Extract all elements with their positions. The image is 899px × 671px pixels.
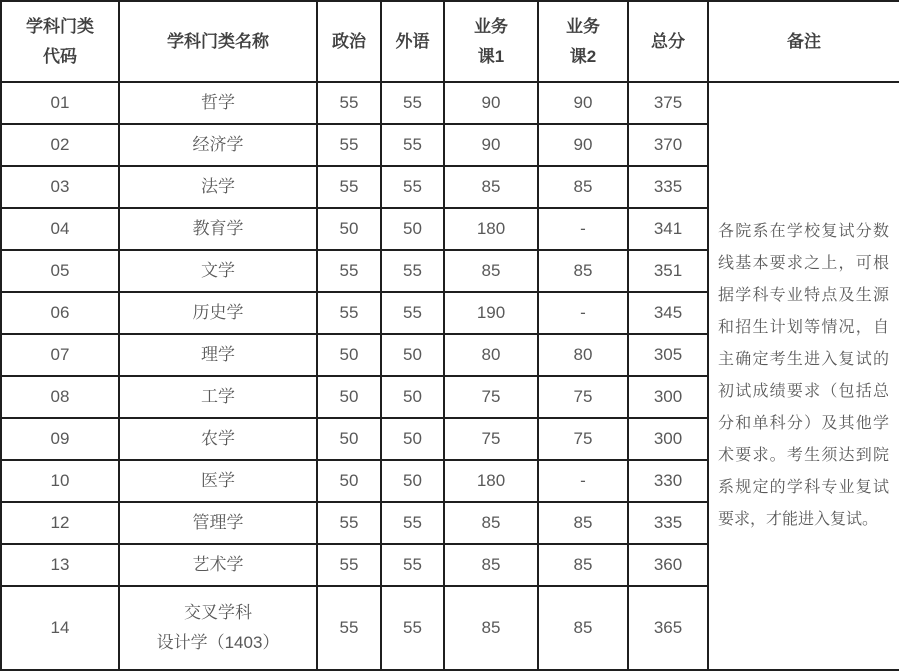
- politics-cell: 55: [317, 586, 381, 670]
- code-cell: 07: [1, 334, 119, 376]
- subject-name-cell: [119, 82, 317, 124]
- total-cell: 365: [628, 586, 708, 670]
- subject-name-cell: [119, 334, 317, 376]
- subject-name-line: 法学: [201, 177, 235, 196]
- code-cell: 01: [1, 82, 119, 124]
- total-cell: 375: [628, 82, 708, 124]
- header-row: [1, 1, 899, 82]
- subject-name-cell: [119, 544, 317, 586]
- course2-cell: -: [538, 208, 628, 250]
- course1-cell: 75: [444, 376, 538, 418]
- subject-name-cell: [119, 124, 317, 166]
- course2-cell: 75: [538, 418, 628, 460]
- subject-name-cell: [119, 166, 317, 208]
- course2-cell: 85: [538, 544, 628, 586]
- code-cell: 10: [1, 460, 119, 502]
- remark-cell: 各院系在学校复试分数线基本要求之上，可根据学科专业特点及生源和招生计划等情况，自主确定考生进入复试的初试成绩要求（包括总分和单科分）及其他学术要求。考生须达到院系规定的学科专业复试要求，才能进入复试。: [708, 82, 899, 670]
- code-cell: 12: [1, 502, 119, 544]
- total-cell: 360: [628, 544, 708, 586]
- header-line: 学科门类名称: [167, 31, 269, 51]
- header-remark: [708, 1, 899, 82]
- total-cell: 335: [628, 502, 708, 544]
- course1-cell: 180: [444, 208, 538, 250]
- header-course1: [444, 1, 538, 82]
- total-cell: 351: [628, 250, 708, 292]
- table-header: [1, 1, 899, 82]
- total-cell: 330: [628, 460, 708, 502]
- politics-cell: 50: [317, 418, 381, 460]
- course2-cell: 75: [538, 376, 628, 418]
- course1-cell: 90: [444, 82, 538, 124]
- header-line: 代码: [43, 46, 77, 66]
- politics-cell: 55: [317, 250, 381, 292]
- code-cell: 09: [1, 418, 119, 460]
- code-cell: 06: [1, 292, 119, 334]
- subject-name-line: 交叉学科: [184, 603, 252, 622]
- subject-name-line: 哲学: [201, 93, 235, 112]
- subject-name-line: 经济学: [192, 135, 244, 154]
- subject-name-line: 历史学: [192, 303, 244, 322]
- foreign-language-cell: 55: [381, 166, 444, 208]
- header-line: 外语: [395, 31, 430, 51]
- header-line: 备注: [787, 31, 821, 51]
- course1-cell: 190: [444, 292, 538, 334]
- table-body: [1, 82, 899, 670]
- subject-name-cell: [119, 376, 317, 418]
- course2-cell: -: [538, 292, 628, 334]
- header-politics: [317, 1, 381, 82]
- foreign-language-cell: 50: [381, 460, 444, 502]
- politics-cell: 50: [317, 376, 381, 418]
- foreign-language-cell: 55: [381, 502, 444, 544]
- course2-cell: 85: [538, 166, 628, 208]
- header-course2: [538, 1, 628, 82]
- header-line: 业务: [566, 16, 600, 36]
- total-cell: 335: [628, 166, 708, 208]
- total-cell: 345: [628, 292, 708, 334]
- course2-cell: 85: [538, 250, 628, 292]
- foreign-language-cell: 55: [381, 82, 444, 124]
- subject-name-cell: [119, 208, 317, 250]
- total-cell: 370: [628, 124, 708, 166]
- course1-cell: 85: [444, 502, 538, 544]
- course2-cell: -: [538, 460, 628, 502]
- foreign-language-cell: 50: [381, 376, 444, 418]
- code-cell: 04: [1, 208, 119, 250]
- foreign-language-cell: 55: [381, 292, 444, 334]
- course1-cell: 90: [444, 124, 538, 166]
- politics-cell: 55: [317, 166, 381, 208]
- politics-cell: 50: [317, 208, 381, 250]
- header-name: [119, 1, 317, 82]
- politics-cell: 55: [317, 544, 381, 586]
- politics-cell: 55: [317, 124, 381, 166]
- subject-name-line: 设计学（1403）: [156, 633, 280, 652]
- header-line: 课2: [569, 46, 597, 66]
- subject-name-line: 理学: [201, 345, 235, 364]
- code-cell: 13: [1, 544, 119, 586]
- subject-name-line: 艺术学: [192, 555, 244, 574]
- subject-name-cell: [119, 586, 317, 670]
- header-line: 总分: [651, 31, 685, 51]
- table-row: [1, 82, 899, 124]
- foreign-language-cell: 55: [381, 250, 444, 292]
- header-total: [628, 1, 708, 82]
- politics-cell: 50: [317, 460, 381, 502]
- subject-name-line: 农学: [201, 429, 235, 448]
- header-line: 学科门类: [26, 16, 94, 36]
- header-line: 政治: [332, 31, 366, 51]
- course2-cell: 85: [538, 586, 628, 670]
- subject-name-cell: [119, 460, 317, 502]
- foreign-language-cell: 50: [381, 334, 444, 376]
- foreign-language-cell: 55: [381, 586, 444, 670]
- foreign-language-cell: 50: [381, 208, 444, 250]
- course1-cell: 85: [444, 250, 538, 292]
- subject-name-cell: [119, 250, 317, 292]
- subject-name-cell: [119, 292, 317, 334]
- course1-cell: 85: [444, 544, 538, 586]
- politics-cell: 50: [317, 334, 381, 376]
- subject-name-line: 工学: [201, 387, 235, 406]
- total-cell: 341: [628, 208, 708, 250]
- course1-cell: 80: [444, 334, 538, 376]
- course2-cell: 90: [538, 124, 628, 166]
- subject-name-cell: [119, 502, 317, 544]
- foreign-language-cell: 55: [381, 544, 444, 586]
- total-cell: 300: [628, 376, 708, 418]
- course1-cell: 180: [444, 460, 538, 502]
- politics-cell: 55: [317, 82, 381, 124]
- subject-name-line: 教育学: [192, 219, 244, 238]
- course1-cell: 85: [444, 166, 538, 208]
- code-cell: 03: [1, 166, 119, 208]
- foreign-language-cell: 50: [381, 418, 444, 460]
- politics-cell: 55: [317, 292, 381, 334]
- code-cell: 14: [1, 586, 119, 670]
- header-line: 业务: [474, 16, 508, 36]
- politics-cell: 55: [317, 502, 381, 544]
- course2-cell: 80: [538, 334, 628, 376]
- header-line: 课1: [477, 46, 505, 66]
- header-foreign-language: [381, 1, 444, 82]
- header-code: [1, 1, 119, 82]
- subject-name-line: 文学: [201, 261, 235, 280]
- course1-cell: 85: [444, 586, 538, 670]
- foreign-language-cell: 55: [381, 124, 444, 166]
- code-cell: 08: [1, 376, 119, 418]
- course1-cell: 75: [444, 418, 538, 460]
- total-cell: 305: [628, 334, 708, 376]
- subject-name-cell: [119, 418, 317, 460]
- course2-cell: 90: [538, 82, 628, 124]
- subject-name-line: 医学: [201, 471, 235, 490]
- total-cell: 300: [628, 418, 708, 460]
- code-cell: 02: [1, 124, 119, 166]
- subject-name-line: 管理学: [192, 513, 244, 532]
- course2-cell: 85: [538, 502, 628, 544]
- code-cell: 05: [1, 250, 119, 292]
